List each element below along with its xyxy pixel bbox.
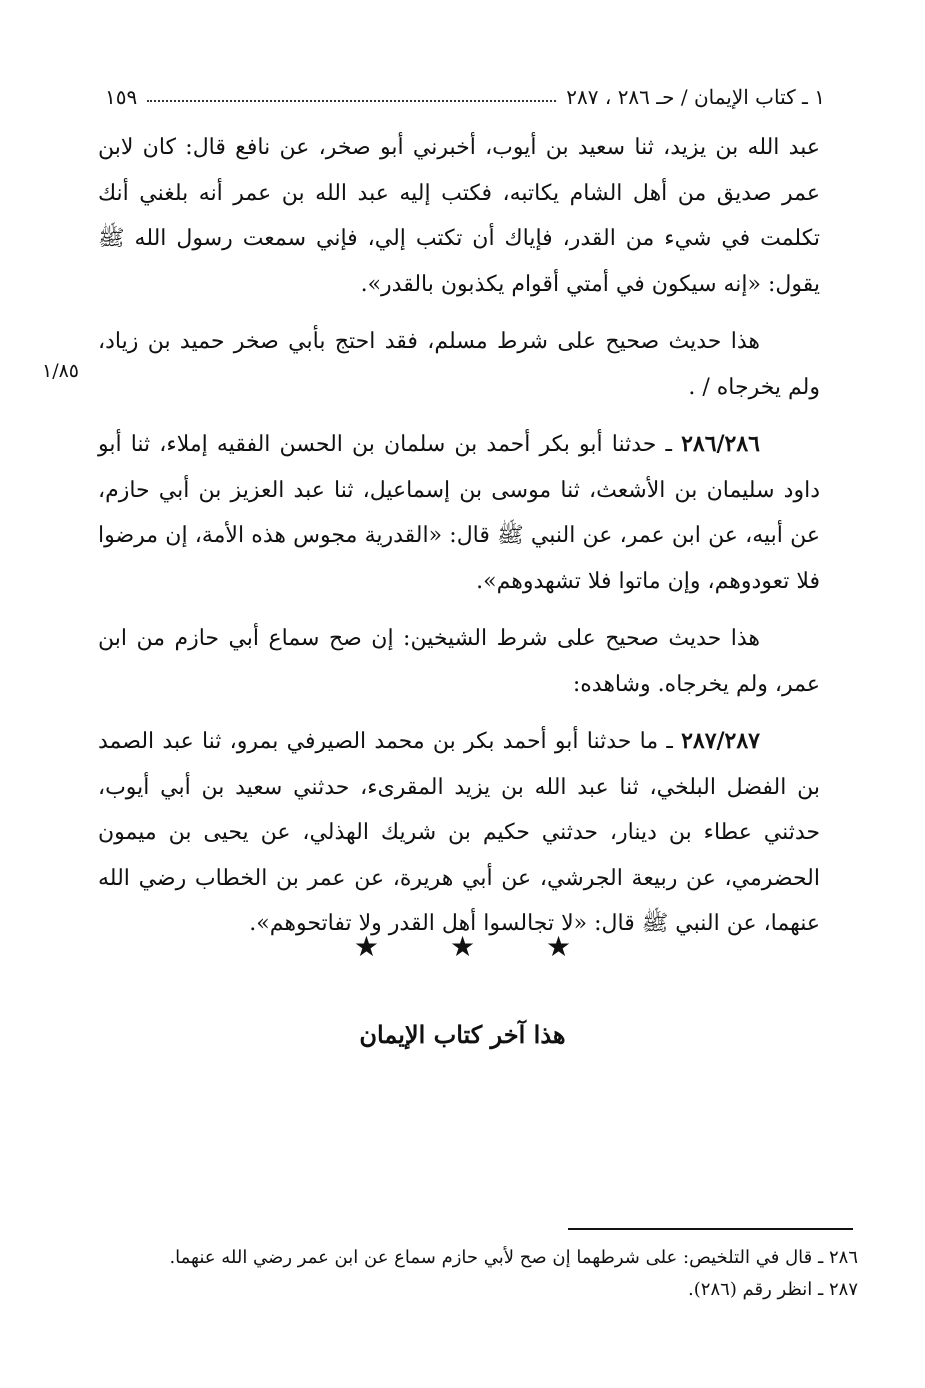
paragraph bbox=[98, 125, 820, 307]
running-title: ١ ـ كتاب الإيمان / حـ ٢٨٦ ، ٢٨٧ bbox=[566, 85, 825, 109]
star-icon: ★ bbox=[449, 930, 476, 963]
footnote: ٢٨٦ ـ قال في التلخيص: على شرطهما إن صح لأبي حازم سماع عن ابن عمر رضي الله عنهما. bbox=[169, 1247, 858, 1268]
margin-reference: ١/٨٥ bbox=[42, 360, 80, 382]
star-icon: ★ bbox=[353, 930, 380, 963]
hadith-paragraph bbox=[98, 422, 820, 604]
section-divider bbox=[0, 930, 925, 963]
hadith-paragraph bbox=[98, 719, 820, 947]
paragraph-text: هذا حديث صحيح على شرط مسلم، فقد احتج بأبي صخر حميد بن زياد، ولم يخرجاه / . bbox=[98, 329, 820, 400]
footnotes bbox=[98, 1242, 858, 1306]
hadith-number: ٢٨٦/٢٨٦ bbox=[681, 431, 760, 457]
dotted-leader bbox=[147, 100, 556, 102]
star-icon: ★ bbox=[545, 930, 572, 963]
footnote: ٢٨٧ ـ انظر رقم (٢٨٦). bbox=[688, 1279, 858, 1300]
running-header bbox=[105, 80, 825, 114]
paragraph-text: هذا حديث صحيح على شرط الشيخين: إن صح سماع أبي حازم من ابن عمر، ولم يخرجاه. وشاهده: bbox=[98, 626, 820, 697]
paragraph-text: عبد الله بن يزيد، ثنا سعيد بن أيوب، أخبرني أبو صخر، عن نافع قال: كان لابن عمر صديق من أهل الشام يكاتبه، فكتب إليه عبد الله بن عمر أنه بلغني أنك تكلمت في شيء من القدر، فإياك أن تكتب إلي، فإني سمعت رسول الله ﷺ يقول: «إنه سيكون في أمتي أقوام يكذبون بالقدر». bbox=[98, 135, 820, 297]
paragraph-text: ـ حدثنا أبو بكر أحمد بن سلمان بن الحسن الفقيه إملاء، ثنا أبو داود سليمان بن الأشعث، ثنا موسى بن إسماعيل، ثنا عبد العزيز بن أبي حازم، عن أبيه، عن ابن عمر، عن النبي ﷺ قال: «القدرية مجوس هذه الأمة، إن مرضوا فلا تعودوهم، وإن ماتوا فلا تشهدوهم». bbox=[98, 432, 820, 594]
paragraph bbox=[98, 616, 820, 707]
paragraph bbox=[98, 319, 820, 410]
paragraph-text: ـ ما حدثنا أبو أحمد بكر بن محمد الصيرفي بمرو، ثنا عبد الصمد بن الفضل البلخي، ثنا عبد الله بن يزيد المقرىء، حدثني سعيد بن أبي أيوب، حدثني عطاء بن دينار، حدثني حكيم بن شريك الهذلي، عن يحيى بن ميمون الحضرمي، عن ربيعة الجرشي، عن أبي هريرة، عن عمر بن الخطاب رضي الله عنهما، عن النبي ﷺ قال: «لا تجالسوا أهل القدر ولا تفاتحوهم». bbox=[98, 729, 820, 936]
hadith-number: ٢٨٧/٢٨٧ bbox=[681, 728, 760, 754]
main-text bbox=[98, 125, 820, 959]
book-closing-title: هذا آخر كتاب الإيمان bbox=[359, 1020, 566, 1049]
page-number: ١٥٩ bbox=[105, 85, 138, 109]
footnote-separator bbox=[568, 1228, 853, 1230]
